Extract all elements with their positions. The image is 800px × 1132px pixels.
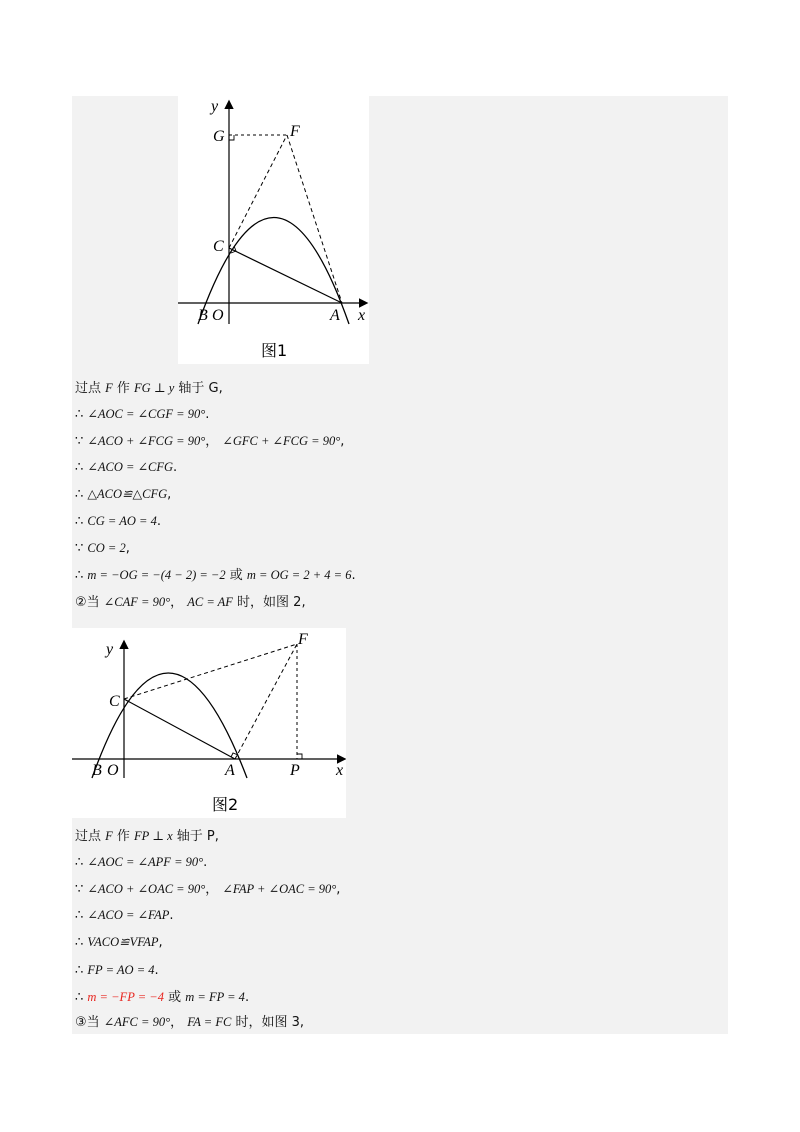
label-c: C — [109, 693, 120, 710]
line-post: , — [125, 541, 130, 556]
line-math2: FP ⊥ x — [134, 829, 173, 843]
solution-line — [75, 539, 130, 558]
solution-line — [75, 485, 171, 504]
line-math: FP = AO = 4 — [87, 963, 155, 977]
line-post: . — [173, 460, 178, 475]
solution-line — [75, 906, 173, 925]
line-pre: ∴ — [75, 855, 88, 870]
figure-2-diagram — [72, 628, 346, 818]
solution-line — [75, 432, 344, 451]
line-math: F — [105, 829, 113, 843]
line-post: 轴于 G, — [174, 381, 223, 396]
line-redmath: m = −FP = −4 — [87, 990, 164, 1004]
line-pre: ∴ — [75, 963, 88, 978]
solution-line — [75, 853, 207, 872]
solution-line — [75, 961, 159, 980]
solution-line — [75, 593, 306, 612]
line-pre: 过点 — [75, 381, 106, 396]
solution-line — [75, 1013, 304, 1032]
line-mid: ， — [205, 434, 223, 449]
line-post: . — [154, 963, 159, 978]
line-pre: ∵ — [75, 541, 88, 556]
line-mid: ， — [205, 882, 223, 897]
label-p: P — [290, 762, 300, 779]
line-post: . — [156, 514, 161, 529]
line-math2: AC = AF — [187, 595, 233, 609]
solution-line — [75, 880, 340, 899]
line-post: , — [340, 434, 345, 449]
line-post: . — [244, 990, 250, 1005]
label-o: O — [212, 307, 224, 324]
line-post: . — [203, 855, 208, 870]
figure-1 — [178, 96, 369, 364]
segment-cf — [124, 644, 297, 699]
line-math: ∠ACO = ∠CFG — [87, 460, 174, 474]
line-math: m = −OG = −(4 − 2) = −2 — [87, 568, 226, 582]
segment-ca — [124, 699, 235, 759]
label-f: F — [290, 123, 300, 140]
line-post: 轴于 P, — [172, 829, 219, 844]
line-mid: 作 — [112, 381, 135, 396]
line-mid: 或 — [163, 990, 186, 1005]
solution-line — [75, 405, 209, 424]
line-math: ∠AOC = ∠APF = 90° — [87, 855, 204, 869]
label-a: A — [330, 307, 340, 324]
label-x: x — [336, 762, 344, 779]
right-angle-mark-p — [297, 754, 302, 759]
line-mid: ， — [170, 595, 188, 610]
line-pre: ③当 — [75, 1015, 104, 1030]
line-post: , — [167, 487, 172, 502]
line-math: ∠ACO + ∠OAC = 90° — [87, 882, 206, 896]
line-pre: ②当 — [75, 595, 104, 610]
label-b: B — [198, 307, 208, 324]
line-math: ∠AFC = 90° — [103, 1015, 171, 1029]
line-post: . — [205, 407, 210, 422]
line-pre: ∴ — [75, 487, 88, 502]
line-math2: FA = FC — [187, 1015, 232, 1029]
line-math2: ∠GFC + ∠FCG = 90° — [222, 434, 341, 448]
line-post: 时，如图 3, — [231, 1015, 304, 1030]
label-o: O — [107, 762, 119, 779]
solution-line — [75, 566, 356, 585]
line-math: ∠ACO = ∠FAP — [87, 908, 170, 922]
line-mid: 或 — [225, 568, 247, 583]
line-post: , — [336, 882, 341, 897]
line-math: △ACO≌△CFG — [87, 487, 168, 501]
solution-line — [75, 379, 223, 398]
segment-cf — [229, 135, 287, 248]
line-mid: 作 — [112, 829, 135, 844]
line-math2: ∠FAP + ∠OAC = 90° — [222, 882, 337, 896]
solution-line — [75, 933, 163, 952]
line-pre: ∴ — [75, 935, 88, 950]
line-math: CG = AO = 4 — [87, 514, 157, 528]
line-math: CO = 2 — [87, 541, 126, 555]
label-a: A — [225, 762, 235, 779]
label-c: C — [213, 238, 224, 255]
line-pre: 过点 — [75, 829, 106, 844]
solution-line — [75, 827, 219, 846]
line-pre: ∴ — [75, 908, 88, 923]
label-f: F — [298, 631, 308, 648]
label-x: x — [358, 307, 366, 324]
segment-ca — [229, 248, 342, 303]
line-math: VACO≌VFAP — [87, 935, 159, 949]
line-math: ∠AOC = ∠CGF = 90° — [87, 407, 206, 421]
solution-line — [75, 512, 161, 531]
figure-2 — [72, 628, 346, 818]
line-math2: m = FP = 4 — [185, 990, 245, 1004]
label-y: y — [211, 98, 219, 115]
figure-1-diagram — [178, 96, 369, 364]
line-pre: ∴ — [75, 460, 88, 475]
line-pre: ∴ — [75, 568, 88, 583]
label-b: B — [92, 762, 102, 779]
line-pre: ∴ — [75, 990, 88, 1005]
line-post: , — [158, 935, 163, 950]
figure-1-caption: 图1 — [261, 341, 288, 360]
line-math: F — [105, 381, 113, 395]
line-math: ∠ACO + ∠FCG = 90° — [87, 434, 206, 448]
line-math: ∠CAF = 90° — [103, 595, 171, 609]
right-angle-mark-g — [229, 135, 234, 140]
label-g: G — [213, 128, 225, 145]
line-pre: ∴ — [75, 407, 88, 422]
line-pre: ∵ — [75, 882, 88, 897]
figure-2-caption: 图2 — [212, 795, 239, 814]
line-post: . — [351, 568, 356, 583]
segment-fa — [287, 135, 342, 303]
line-pre: ∴ — [75, 514, 88, 529]
line-mid: ， — [170, 1015, 188, 1030]
solution-line — [75, 458, 177, 477]
line-post: . — [169, 908, 174, 923]
line-math2: FG ⊥ y — [134, 381, 175, 395]
line-pre: ∵ — [75, 434, 88, 449]
label-y: y — [106, 641, 114, 658]
line-post: 时，如图 2, — [232, 595, 306, 610]
solution-line — [75, 988, 249, 1007]
line-math2: m = OG = 2 + 4 = 6 — [246, 568, 352, 582]
